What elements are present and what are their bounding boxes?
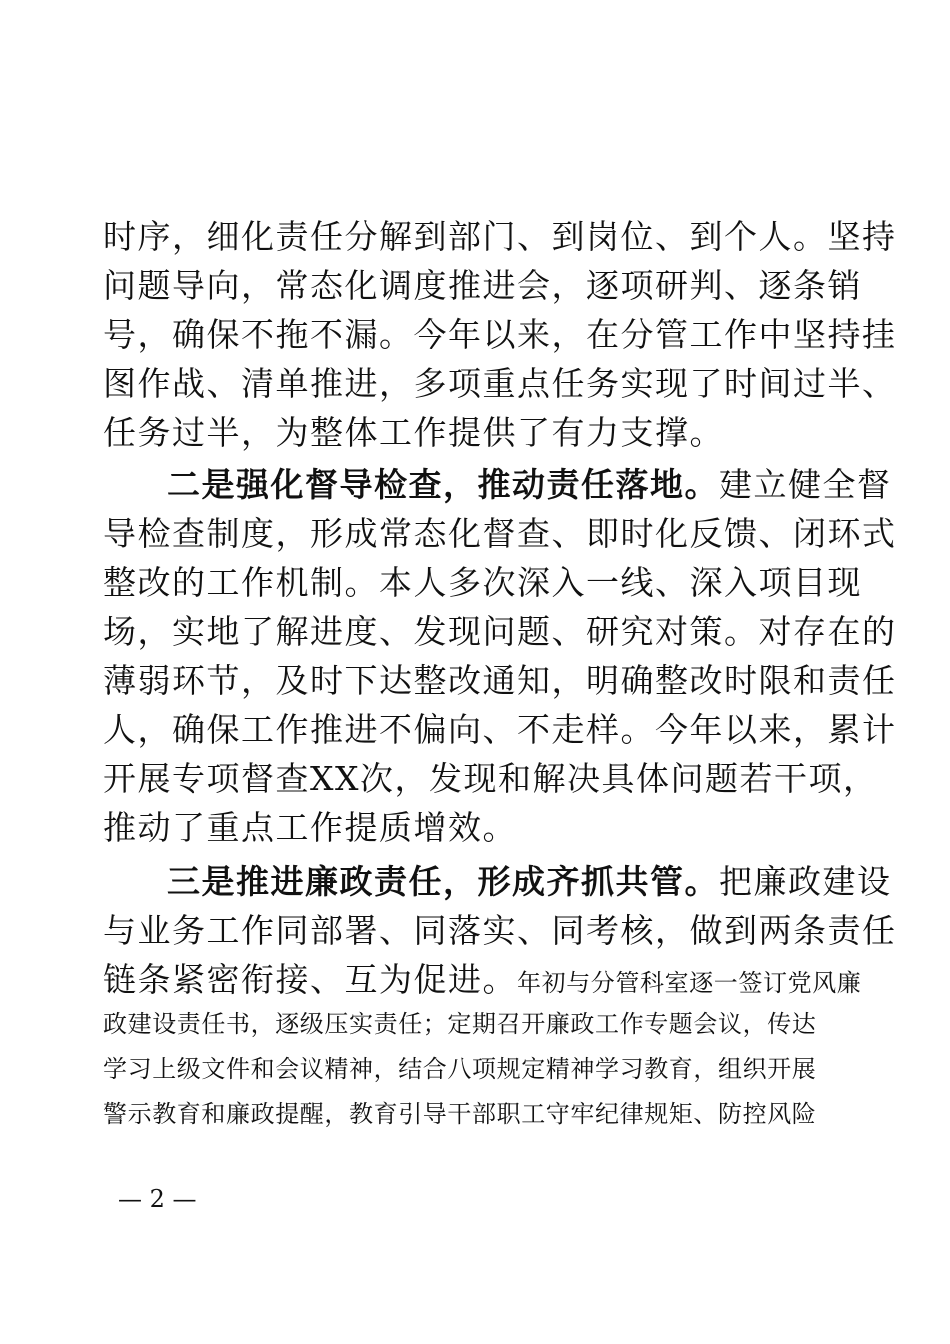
section-heading: 二是强化督导检查，推动责任落地。 xyxy=(167,465,719,504)
paragraph-line: 与业务工作同部署、同落实、同考核，做到两条责任 xyxy=(103,911,897,950)
paragraph-line: 导检查制度，形成常态化督查、即时化反馈、闭环式 xyxy=(103,514,897,553)
paragraph-line: 推动了重点工作提质增效。 xyxy=(103,808,517,847)
paragraph-line: 问题导向，常态化调度推进会，逐项研判、逐条销 xyxy=(103,266,862,305)
paragraph-line-small: 警示教育和廉政提醒，教育引导干部职工守牢纪律规矩、防控风险 xyxy=(103,1100,817,1128)
paragraph-line: 图作战、清单推进，多项重点任务实现了时间过半、 xyxy=(103,364,897,403)
paragraph-line: 场，实地了解进度、发现问题、研究对策。对存在的 xyxy=(103,612,897,651)
section-heading: 三是推进廉政责任，形成齐抓共管。 xyxy=(167,862,719,901)
paragraph-text: 链条紧密衔接、互为促进。 xyxy=(103,960,517,999)
paragraph-first-line xyxy=(167,858,892,906)
page-number: — 2 — xyxy=(118,1185,197,1213)
paragraph-line: 任务过半，为整体工作提供了有力支撑。 xyxy=(103,413,724,452)
paragraph-first-line xyxy=(167,461,892,509)
paragraph-line: 开展专项督查XX次，发现和解决具体问题若干项， xyxy=(103,759,878,798)
paragraph-text-small: 年初与分管科室逐一签订党风廉 xyxy=(517,969,862,997)
paragraph-line: 薄弱环节，及时下达整改通知，明确整改时限和责任 xyxy=(103,661,897,700)
paragraph-line xyxy=(103,956,862,1007)
paragraph-line: 整改的工作机制。本人多次深入一线、深入项目现 xyxy=(103,563,862,602)
paragraph-text: 把廉政建设 xyxy=(719,862,892,901)
paragraph-line: 号，确保不拖不漏。今年以来，在分管工作中坚持挂 xyxy=(103,315,897,354)
paragraph-line: 人，确保工作推进不偏向、不走样。今年以来，累计 xyxy=(103,710,897,749)
paragraph-line-small: 学习上级文件和会议精神，结合八项规定精神学习教育，组织开展 xyxy=(103,1055,817,1083)
paragraph-text: 建立健全督 xyxy=(719,465,892,504)
paragraph-line-small: 政建设责任书，逐级压实责任；定期召开廉政工作专题会议，传达 xyxy=(103,1010,817,1038)
paragraph-line: 时序，细化责任分解到部门、到岗位、到个人。坚持 xyxy=(103,217,897,256)
